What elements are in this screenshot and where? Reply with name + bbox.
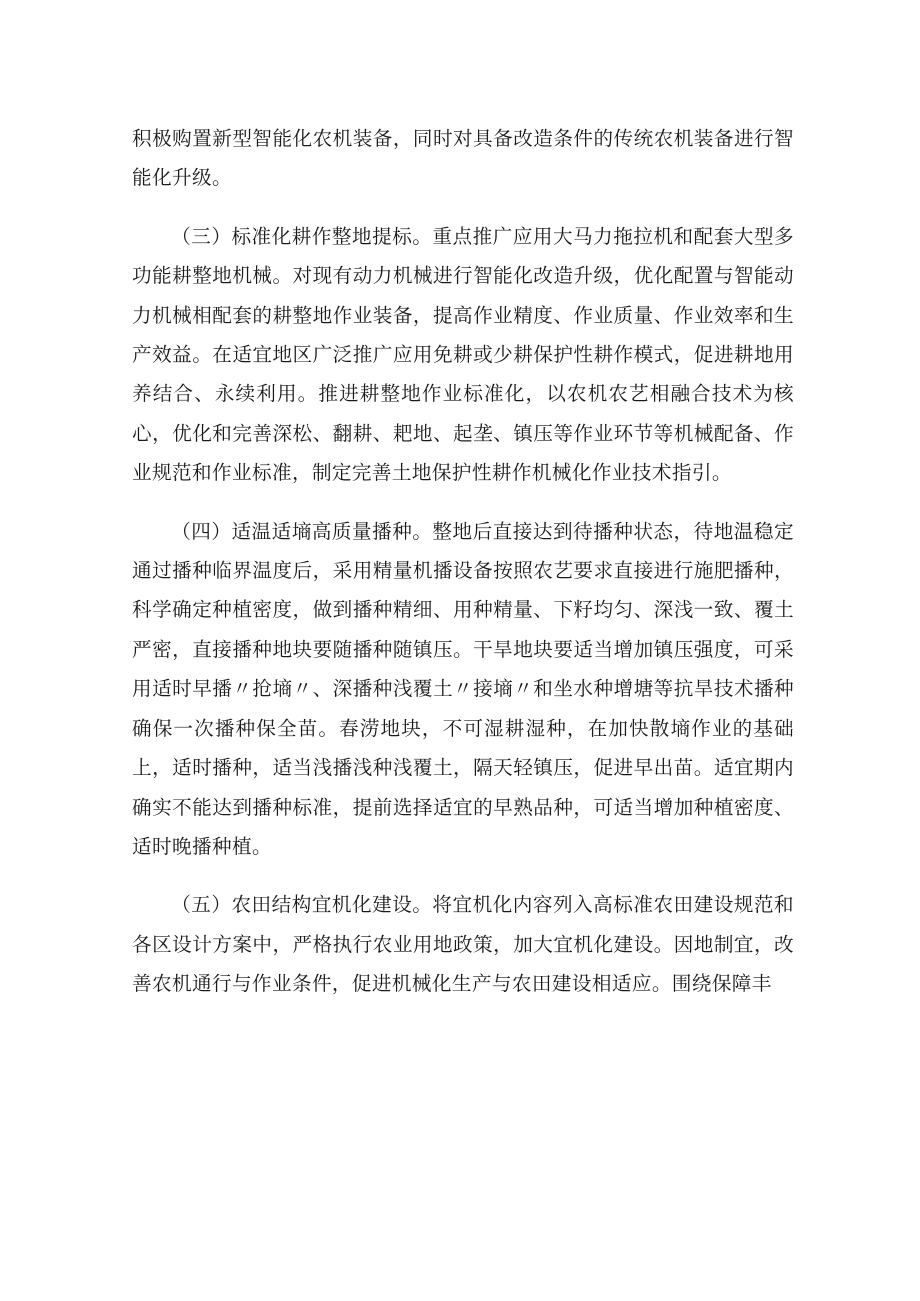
paragraph-section-4: （四）适温适墒高质量播种。整地后直接达到待播种状态，待地温稳定通过播种临界温度后，采用精量机播设备按照农艺要求直接进行施肥播种，科学确定种植密度，做到播种精细、用种精量、下籽均匀、深浅一致、覆土严密，直接播种地块要随播种随镇压。干旱地块要适当增加镇压强度，可采用适时早播〃抢墒〃、深播种浅覆土〃接墒〃和坐水种增塘等抗旱技术播种确保一次播种保全苗。春涝地块，不可湿耕湿种，在加快散墒作业的基础上，适时播种，适当浅播浅种浅覆土，隔天轻镇压，促进早出苗。适宜期内确实不能达到播种标准，提前选择适宜的早熟品种，可适当增加种植密度、适时晚播种植。 bbox=[132, 519, 794, 858]
paragraph-section-5: （五）农田结构宜机化建设。将宜机化内容列入高标准农田建设规范和各区设计方案中，严格执行农业用地政策，加大宜机化建设。因地制宜，改善农机通行与作业条件，促进机械化生产与农田建设相适应。围绕保障丰 bbox=[132, 893, 794, 996]
paragraph-section-3: （三）标准化耕作整地提标。重点推广应用大马力拖拉机和配套大型多功能耕整地机械。对现有动力机械进行智能化改造升级，优化配置与智能动力机械相配套的耕整地作业装备，提高作业精度、作业质量、作业效率和生产效益。在适宜地区广泛推广应用免耕或少耕保护性耕作模式，促进耕地用养结合、永续利用。推进耕整地作业标准化，以农机农艺相融合技术为核心，优化和完善深松、翻耕、耙地、起垄、镇压等作业环节等机械配备、作业规范和作业标准，制定完善土地保护性耕作机械化作业技术指引。 bbox=[132, 224, 794, 485]
paragraph-continued: 积极购置新型智能化农机装备，同时对具备改造条件的传统农机装备进行智能化升级。 bbox=[132, 127, 794, 190]
document-body bbox=[132, 119, 794, 1023]
